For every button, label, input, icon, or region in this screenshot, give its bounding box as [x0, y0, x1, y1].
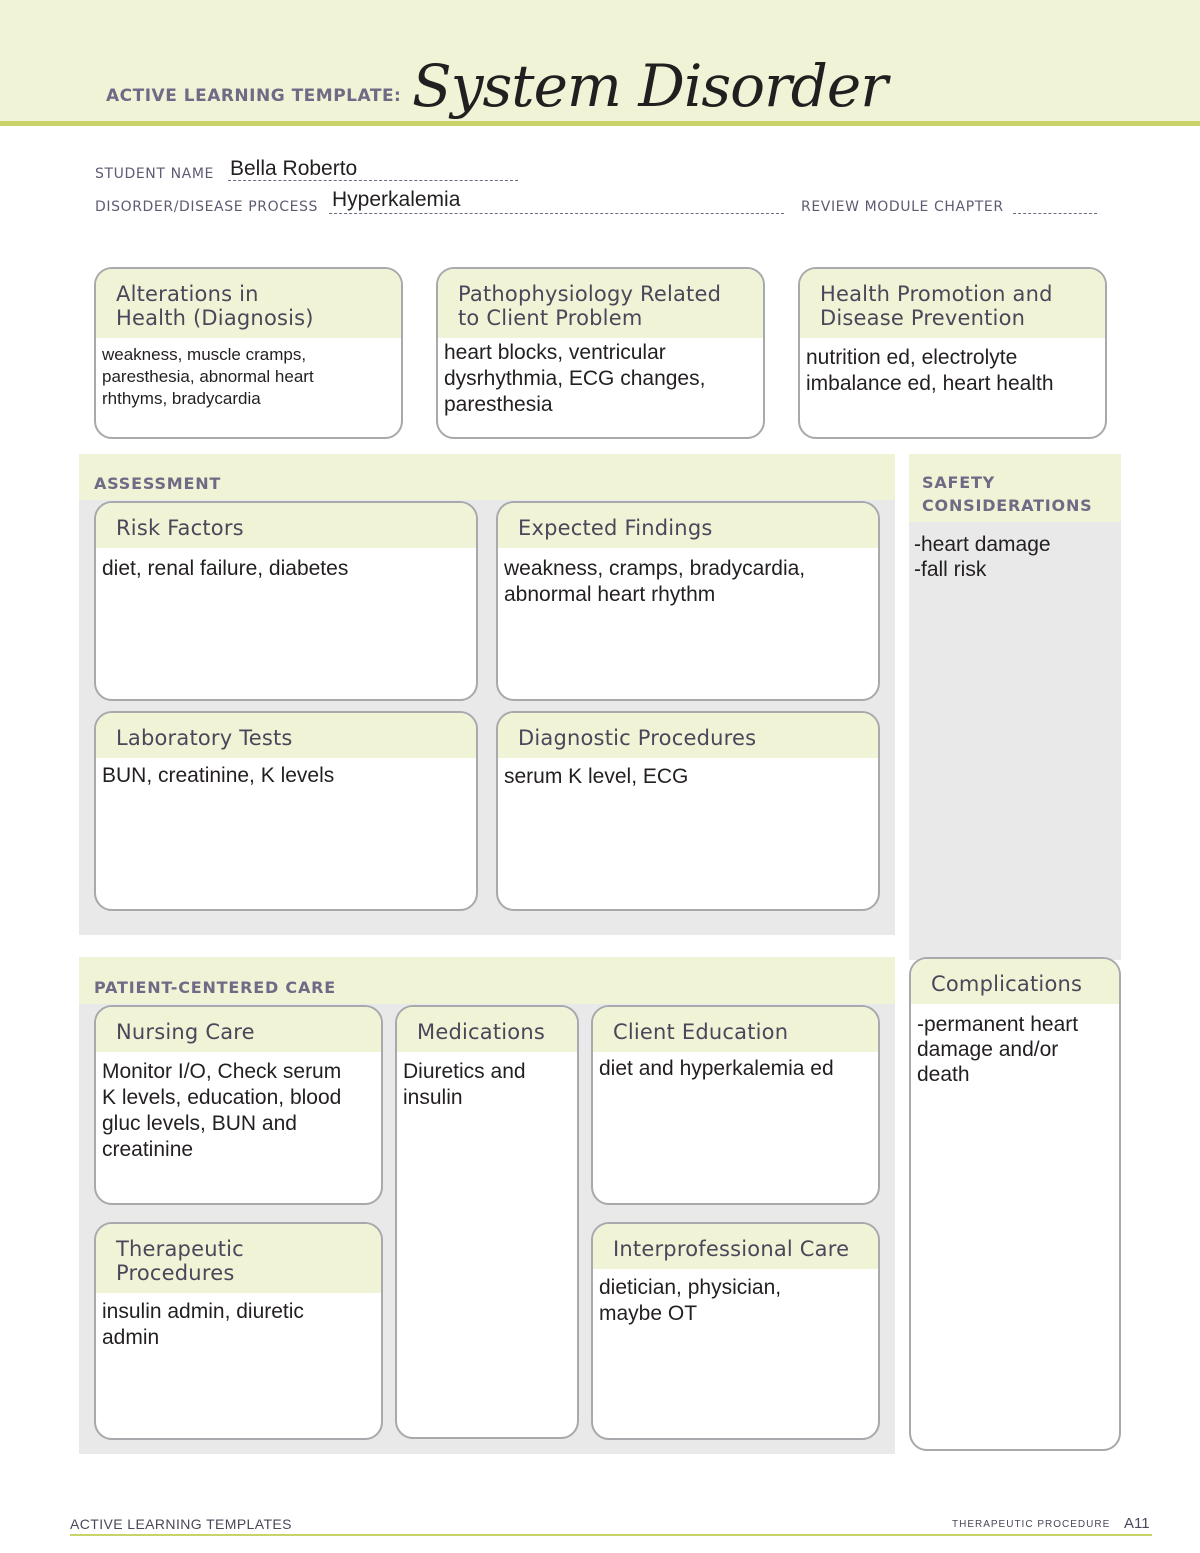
client-education-title: Client Education	[593, 1007, 878, 1052]
alterations-title: Alterations in Health (Diagnosis)	[96, 269, 401, 338]
interprofessional-care-box	[591, 1222, 880, 1440]
health-promotion-box	[798, 267, 1107, 439]
disorder-line	[329, 213, 784, 214]
medications-content[interactable]: Diuretics and insulin	[403, 1060, 526, 1109]
expected-findings-box	[496, 501, 880, 701]
risk-factors-content[interactable]: diet, renal failure, diabetes	[102, 557, 349, 580]
interprofessional-care-title: Interprofessional Care	[593, 1224, 878, 1269]
laboratory-tests-content[interactable]: BUN, creatinine, K levels	[102, 764, 335, 787]
footer-left: ACTIVE LEARNING TEMPLATES	[70, 1516, 292, 1532]
complications-box	[909, 957, 1121, 1451]
alterations-content[interactable]: weakness, muscle cramps, paresthesia, abnormal heart rhthyms, bradycardia	[102, 345, 314, 408]
student-name-label: STUDENT NAME	[95, 166, 214, 182]
interprofessional-care-content[interactable]: dietician, physician, maybe OT	[599, 1276, 782, 1325]
expected-findings-content[interactable]: weakness, cramps, bradycardia, abnormal heart rhythm	[504, 557, 806, 606]
diagnostic-procedures-content[interactable]: serum K level, ECG	[504, 765, 689, 788]
diagnostic-procedures-title: Diagnostic Procedures	[498, 713, 878, 758]
nursing-care-box	[94, 1005, 383, 1205]
review-module-field[interactable]	[1013, 213, 1097, 214]
disorder-label: DISORDER/DISEASE PROCESS	[95, 199, 318, 215]
safety-title: SAFETY CONSIDERATIONS	[922, 473, 1093, 515]
page-title: System Disorder	[412, 52, 887, 120]
therapeutic-procedures-box	[94, 1222, 383, 1440]
complications-content[interactable]: -permanent heart damage and/or death	[917, 1013, 1079, 1086]
footer-rule	[70, 1534, 1152, 1536]
assessment-title: ASSESSMENT	[94, 474, 222, 493]
template-label: ACTIVE LEARNING TEMPLATE:	[106, 86, 402, 106]
footer-right: THERAPEUTIC PROCEDURE	[952, 1519, 1111, 1530]
safety-panel	[909, 454, 1121, 960]
safety-content[interactable]: -heart damage -fall risk	[914, 533, 1051, 581]
header-rule	[0, 121, 1200, 126]
medications-title: Medications	[397, 1007, 577, 1052]
medications-box	[395, 1005, 579, 1439]
client-education-box	[591, 1005, 880, 1205]
page-number: A11	[1124, 1515, 1150, 1532]
expected-findings-title: Expected Findings	[498, 503, 878, 548]
student-name-field[interactable]: Bella Roberto	[230, 157, 358, 180]
nursing-care-content[interactable]: Monitor I/O, Check serum K levels, education, blood gluc levels, BUN and creatinine	[102, 1060, 342, 1161]
diagnostic-procedures-box	[496, 711, 880, 911]
therapeutic-procedures-content[interactable]: insulin admin, diuretic admin	[102, 1300, 304, 1349]
risk-factors-box	[94, 501, 478, 701]
risk-factors-title: Risk Factors	[96, 503, 476, 548]
health-promotion-title: Health Promotion and Disease Prevention	[800, 269, 1105, 338]
complications-title: Complications	[911, 959, 1119, 1004]
therapeutic-procedures-title: Therapeutic Procedures	[96, 1224, 381, 1293]
alterations-box	[94, 267, 403, 439]
nursing-care-title: Nursing Care	[96, 1007, 381, 1052]
pathophysiology-title: Pathophysiology Related to Client Problem	[438, 269, 763, 338]
pathophysiology-box	[436, 267, 765, 439]
laboratory-tests-box	[94, 711, 478, 911]
patient-care-title: PATIENT-CENTERED CARE	[94, 978, 336, 997]
client-education-content[interactable]: diet and hyperkalemia ed	[599, 1057, 834, 1080]
disorder-field[interactable]: Hyperkalemia	[332, 188, 461, 211]
pathophysiology-content[interactable]: heart blocks, ventricular dysrhythmia, ECG changes, paresthesia	[444, 341, 706, 416]
review-module-label: REVIEW MODULE CHAPTER	[801, 199, 1004, 215]
laboratory-tests-title: Laboratory Tests	[96, 713, 476, 758]
health-promotion-content[interactable]: nutrition ed, electrolyte imbalance ed, heart health	[806, 346, 1054, 395]
